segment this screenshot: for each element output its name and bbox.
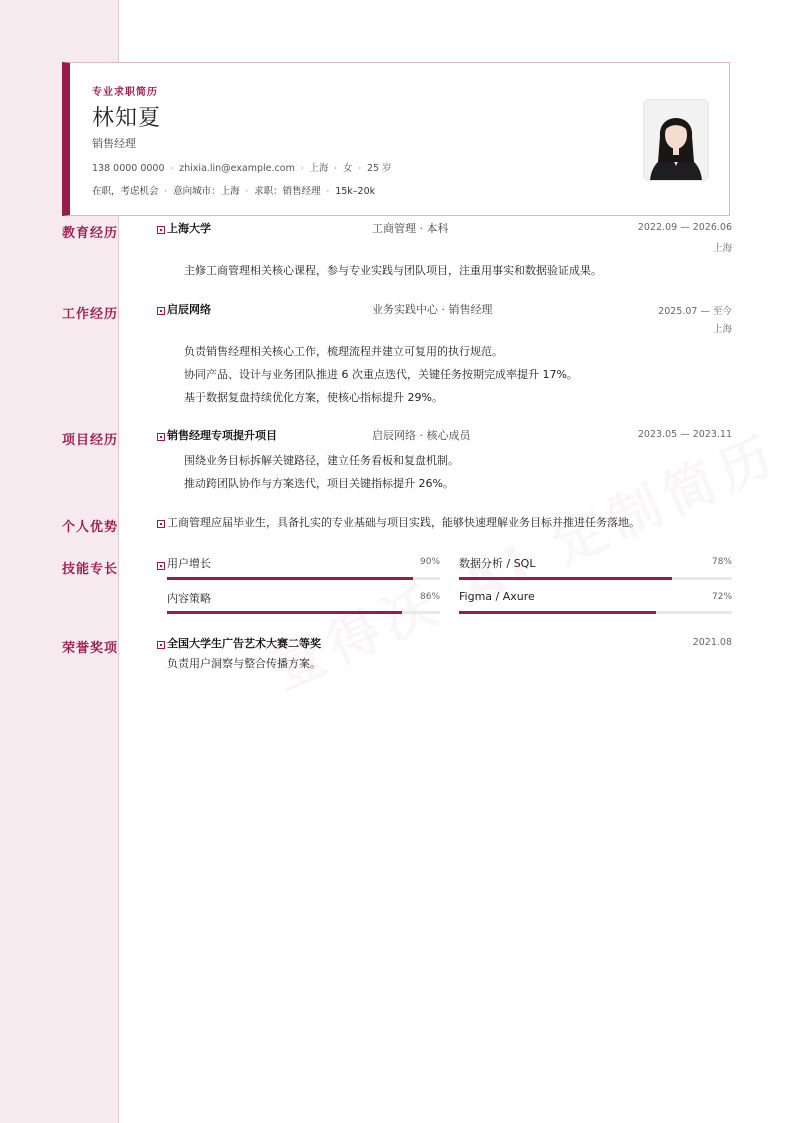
section-title-awards: 荣誉奖项 <box>62 641 119 656</box>
work-position: 业务实践中心 · 销售经理 <box>372 303 493 316</box>
skill-percent: 86% <box>420 592 441 602</box>
education-location: 上海 <box>712 243 732 254</box>
portrait-icon <box>644 100 708 180</box>
age: 25 岁 <box>367 163 392 174</box>
skill-name: 内容策略 <box>167 592 211 605</box>
separator-dot: · <box>245 187 249 196</box>
skill-bar-fill <box>459 577 672 580</box>
skill-bar-fill <box>167 577 413 580</box>
skill-bar-fill <box>459 611 656 614</box>
separator-dot: · <box>326 187 330 196</box>
separator-dot: · <box>334 164 337 173</box>
award-date: 2021.08 <box>692 637 732 648</box>
skill-name: Figma / Axure <box>459 590 535 603</box>
skill-bar <box>459 611 732 614</box>
salary: 15k–20k <box>335 186 376 197</box>
skill-percent: 72% <box>712 592 733 602</box>
award-name: 全国大学生广告艺术大赛二等奖 <box>167 637 321 650</box>
resume-tag: 专业求职简历 <box>92 87 158 98</box>
project-item: 围绕业务目标拆解关键路径，建立任务看板和复盘机制。 <box>184 454 459 467</box>
strengths-text: 工商管理应届毕业生，具备扎实的专业基础与项目实践，能够快速理解业务目标并推进任务落地。 <box>167 516 640 529</box>
skill-bar <box>459 577 732 580</box>
phone[interactable]: 138 0000 0000 <box>92 163 165 174</box>
candidate-name: 林知夏 <box>92 106 162 131</box>
skill-percent: 78% <box>712 557 733 567</box>
section-title-work: 工作经历 <box>62 307 119 322</box>
work-company: 启辰网络 <box>167 303 211 316</box>
bullet-icon <box>157 307 165 315</box>
project-role: 启辰网络 · 核心成员 <box>372 429 471 442</box>
project-item: 推动跨团队协作与方案迭代，项目关键指标提升 26%。 <box>184 477 454 490</box>
separator-dot: · <box>170 164 174 173</box>
bullet-icon <box>157 433 165 441</box>
resume-header <box>62 62 730 216</box>
separator-dot: · <box>164 187 168 196</box>
bullet-icon <box>157 226 165 234</box>
separator-dot: · <box>358 164 361 173</box>
education-desc: 主修工商管理相关核心课程，参与专业实践与团队项目，注重用事实和数据验证成果。 <box>184 264 602 277</box>
email[interactable]: zhixia.lin@example.com <box>179 163 295 174</box>
work-item: 协同产品、设计与业务团队推进 6 次重点迭代，关键任务按期完成率提升 17%。 <box>184 368 578 381</box>
separator-dot: · <box>300 164 304 173</box>
bullet-icon <box>157 641 165 649</box>
education-major: 工商管理 · 本科 <box>372 222 449 235</box>
status-line <box>92 183 375 197</box>
section-title-strengths: 个人优势 <box>62 520 119 535</box>
skill-name: 数据分析 / SQL <box>459 557 536 570</box>
project-name: 销售经理专项提升项目 <box>167 429 277 442</box>
education-date: 2022.09 — 2026.06 <box>637 222 732 233</box>
candidate-role: 销售经理 <box>92 137 136 150</box>
city: 上海 <box>309 163 329 174</box>
bullet-icon <box>157 520 165 528</box>
current-status: 在职，考虑机会 <box>92 186 159 197</box>
section-title-skills: 技能专长 <box>62 562 119 577</box>
work-item: 基于数据复盘持续优化方案，使核心指标提升 29%。 <box>184 391 443 404</box>
education-school: 上海大学 <box>167 222 211 235</box>
work-location: 上海 <box>712 324 732 335</box>
section-title-education: 教育经历 <box>62 226 119 241</box>
gender: 女 <box>342 163 353 174</box>
target-position: 求职：销售经理 <box>254 186 321 197</box>
work-date: 2025.07 — 至今 <box>658 306 732 317</box>
award-desc: 负责用户洞察与整合传播方案。 <box>167 657 321 670</box>
skill-name: 用户增长 <box>167 557 211 570</box>
bullet-icon <box>157 562 165 570</box>
avatar-photo <box>643 99 709 181</box>
skill-bar <box>167 611 440 614</box>
skill-bar-fill <box>167 611 402 614</box>
work-item: 负责销售经理相关核心工作，梳理流程并建立可复用的执行规范。 <box>184 345 503 358</box>
project-date: 2023.05 — 2023.11 <box>637 429 732 440</box>
section-title-projects: 项目经历 <box>62 433 119 448</box>
skill-bar <box>167 577 440 580</box>
contact-line <box>92 160 392 174</box>
skill-percent: 90% <box>420 557 441 567</box>
intent-city: 意向城市：上海 <box>173 186 240 197</box>
